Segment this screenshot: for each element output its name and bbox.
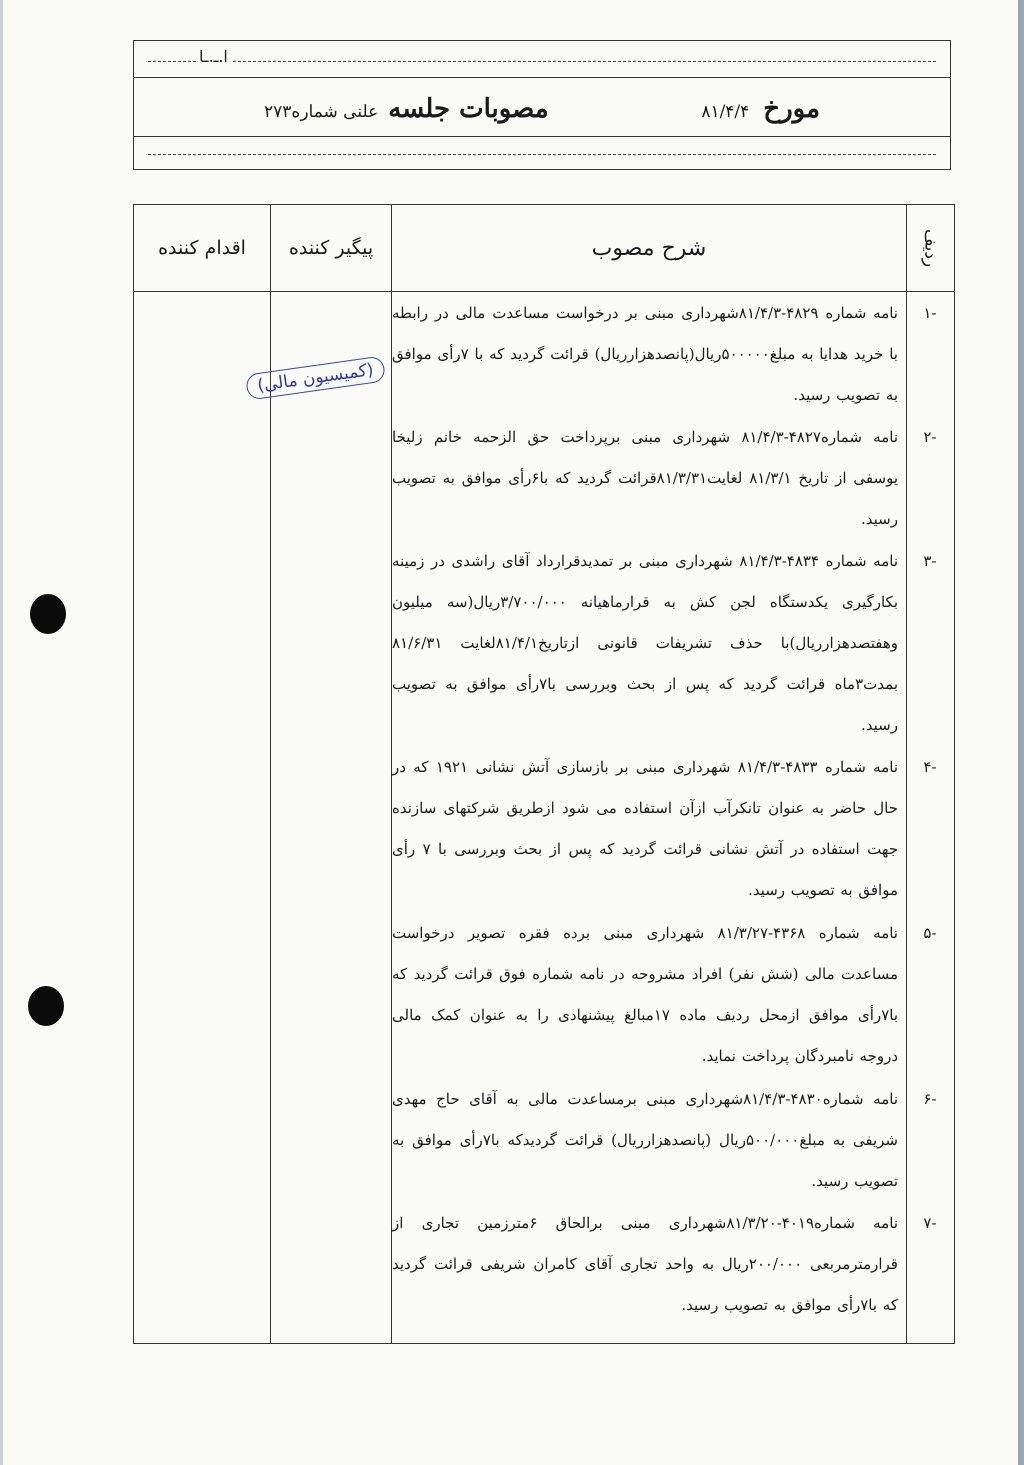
- title-line: [264, 89, 820, 129]
- resolution-text: نامه شماره ۴۳۶۸-۸۱/۳/۲۷ شهرداری مبنی برده فقره تصویر درخواست مساعدت مالی (شش نفر) افراد مشروحه در نامه شماره فوق قرائت گردید که با۷رأی موافق ازمحل ردیف ماده ۱۷مبالغ پیشنهادی را به عنوان کمک مالی دروجه نامبردگان پرداخت نماید.: [392, 924, 898, 1065]
- resolution-text: نامه شماره۴۸۲۷-۸۱/۴/۳ شهرداری مبنی برپرداخت حق الزحمه خانم زلیخا یوسفی از تاریخ ۸۱/۳/۱ لغایت۸۱/۳/۳۱قرائت گردید که با۶رأی موافق به تصویب رسید.: [392, 428, 898, 528]
- date-label: مورخ: [763, 94, 820, 124]
- resolution-text: نامه شماره۴۸۳۰-۸۱/۴/۳شهرداری مبنی برمساعدت مالی به آقای حاج مهدی شریفی به مبلغ۵۰۰/۰۰۰ریال (پانصدهزارریال) قرائت گردیدکه با۷رأی موافق به تصویب رسید.: [392, 1090, 898, 1190]
- document-title: مصوبات جلسه: [388, 94, 549, 124]
- row-number: -۱: [923, 304, 937, 322]
- title-group: [264, 94, 549, 124]
- handwritten-note: (کمیسیون مالی): [245, 355, 386, 400]
- dashed-line-top: [148, 61, 936, 62]
- header-rule-bottom: [134, 136, 950, 137]
- resolution-text: نامه شماره۴۰۱۹-۸۱/۳/۲۰شهرداری مبنی برالحاق ۶مترزمین تجاری از قرارمترمربعی ۲۰۰/۰۰۰ریال به واحد تجاری آقای کامران شریفی قرائت گردید که با۷رأی موافق به تصویب رسید.: [392, 1214, 898, 1314]
- column-header-action: اقدام کننده: [158, 237, 246, 259]
- column-header-row: [907, 205, 954, 291]
- resolution-text: نامه شماره ۴۸۲۹-۸۱/۴/۳شهرداری مبنی بر درخواست مساعدت مالی در رابطه با خرید هدایا به مبلغ۵۰۰۰۰۰ریال(پانصدهزارریال) قرائت گردید که با ۷رأی موافق به تصویب رسید.: [392, 304, 898, 404]
- column-header-follow-up: پیگیر کننده: [288, 237, 374, 259]
- session-date: ۸۱/۴/۴: [701, 102, 750, 122]
- row-number: -۶: [923, 1090, 937, 1108]
- header-scribble: ا.ـ.ـا: [196, 47, 231, 66]
- header-rule-top: [134, 77, 950, 78]
- header-divider: [134, 291, 954, 292]
- row-number: -۳: [923, 552, 937, 570]
- session-number: علنی شماره۲۷۳: [264, 102, 379, 122]
- punch-hole-top: [30, 594, 66, 634]
- resolution-text: نامه شماره ۴۸۳۳-۸۱/۴/۳ شهرداری مبنی بر بازسازی آتش نشانی ۱۹۲۱ که در حال حاضر به عنوان تانکرآب ازآن استفاده می شود ازطریق شرکتهای سازنده جهت استفاده در آتش نشانی قرائت گردید که پس از بحث وبررسی با ۷ رأی موافق به تصویب رسید.: [392, 758, 899, 899]
- date-group: [701, 94, 820, 124]
- page-edge-right: [1018, 0, 1024, 1465]
- column-header-description: شرح مصوب: [591, 235, 707, 261]
- row-number: -۵: [923, 924, 937, 942]
- row-number: -۷: [923, 1214, 937, 1232]
- column-divider: [906, 205, 907, 1343]
- resolution-text: نامه شماره ۴۸۳۴-۸۱/۴/۳ شهرداری مبنی بر تمدیدقرارداد آقای راشدی در زمینه بکارگیری یکدستگاه لجن کش به قرارماهیانه ۳/۷۰۰/۰۰۰ریال(سه میلیون وهفتصدهزارریال)با حذف تشریفات قانونی ازتاریخ۸۱/۴/۱لغایت ۸۱/۶/۳۱ بمدت۳ماه قرائت گردید که پس از بحث وبررسی با۷رأی موافق به تصویب رسید.: [392, 552, 899, 734]
- row-number: -۴: [923, 758, 937, 776]
- page-edge-left: [0, 0, 3, 1465]
- punch-hole-bottom: [28, 986, 64, 1026]
- dashed-line-bottom: [148, 154, 936, 155]
- row-number: -۲: [923, 428, 937, 446]
- row-header-label: ردیف: [920, 228, 941, 268]
- document-header: [133, 40, 951, 170]
